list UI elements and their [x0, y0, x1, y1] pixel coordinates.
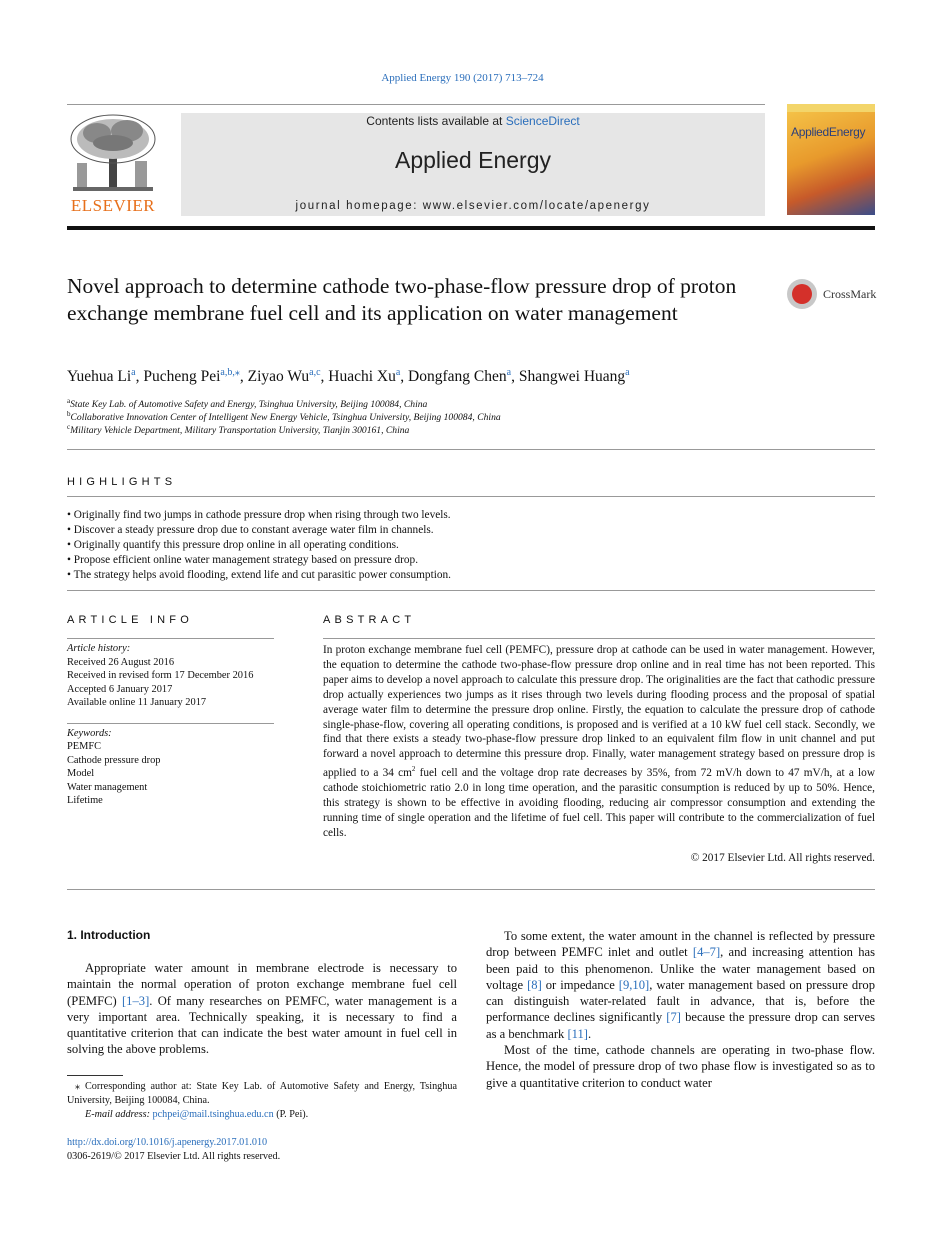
history-label: Article history: — [67, 643, 131, 654]
abstract-text: In proton exchange membrane fuel cell (PEMFC), pressure drop at cathode can be used in water management. However, the equation to determine the cathode two-phase-flow pressure drop online and in real time has not been reported. This paper aims to develop a novel approach to calculate this pressure drop. The originalities are the fact that cathodic pressure drop actually experiences two jumps as it rises through two levels during flooding process and the proposal of spatial average water film to determine the pressure drop online. Firstly, the equation to calculate the pressure drop of cathode single-phase-flow, covering all operating conditions, is proposed and is verified at a 10 kW fuel cell stack. Secondly, we find that there exists a steady two-phase-flow pressure drop linked to an equivalent film flow in unit channel and put forward a novel approach to determine this pressure drop. Finally, water management strategy based on pressure drop is applied to a 34 $cm^2$ fuel cell and the voltage drop rate decreases by 35%, from 72 mV/h down to 47 mV/h, at a low cathode stoichiometric ratio 2.0 in long time operation, and the parasitic consumption is reduced by up to 50%. Hence, this strategy is shown to be effective in avoiding flooding, reducing air compressor consumption and extending the running time of single operation and the lifetime of fuel cell. This paper will contribute to the commercialization of fuel cells. — [323, 644, 875, 839]
citation-link[interactable]: [1–3] — [121, 993, 150, 1008]
rule-below-abstract — [67, 889, 875, 890]
highlight-item: • Propose efficient online water management strategy based on pressure drop. — [67, 554, 419, 566]
author-affiliation-marker[interactable]: a,b,⁎ — [220, 367, 240, 378]
citation-link[interactable]: [8] — [527, 977, 542, 992]
highlight-item: • Discover a steady pressure drop due to constant average water film in channels. — [67, 524, 434, 536]
rule-below-highlights — [67, 590, 875, 591]
keyword-item: Model — [67, 768, 95, 779]
journal-name: Applied Energy — [395, 147, 551, 173]
intro-paragraph-2: To some extent, the water amount in the channel is reflected by pressure drop between PEMFC inlet and outlet [4–7], and increasing attention has been paid to this phenomenon. Unlike the water management based on voltage [8] or impedance [9,10], water management based on pressure drop can distinguish water-related fault in advance, that is, before the performance declines significantly [7] because the pressure drop can serves as a benchmark [11]. — [486, 929, 875, 1041]
author-affiliation-marker[interactable]: a — [131, 367, 136, 378]
contents-available-line — [181, 114, 765, 128]
author-separator: , — [239, 368, 248, 386]
email-link[interactable]: pchpei@mail.tsinghua.edu.cn — [152, 1109, 274, 1120]
doi-link[interactable]: http://dx.doi.org/10.1016/j.apenergy.2017.01.010 — [67, 1137, 268, 1148]
affiliation-a: $^a$State Key Lab. of Automotive Safety and Energy, Tsinghua University, Beijing 100084, China — [67, 397, 428, 411]
author-separator: , — [400, 368, 409, 386]
elsevier-wordmark: ELSEVIER — [70, 196, 156, 215]
author-affiliation-marker[interactable]: a — [625, 367, 630, 378]
author-affiliation-marker[interactable]: a,c — [309, 367, 321, 378]
author-separator: , — [135, 368, 144, 386]
introduction-heading: 1. Introduction — [67, 928, 151, 942]
sciencedirect-link[interactable]: ScienceDirect — [505, 114, 580, 128]
crossmark-badge[interactable] — [787, 279, 877, 311]
author-separator: , — [320, 368, 329, 386]
history-item: Accepted 6 January 2017 — [67, 684, 173, 695]
history-item: Available online 11 January 2017 — [67, 697, 207, 708]
rule-keywords — [67, 723, 274, 724]
highlights-heading: HIGHLIGHTS — [67, 476, 177, 488]
article-title: Novel approach to determine cathode two-phase-flow pressure drop of proton exchange membrane fuel cell and its application on water management — [67, 274, 737, 325]
email-footnote: E-mail address: pchpei@mail.tsinghua.edu.cn (P. Pei). — [85, 1109, 309, 1120]
journal-banner — [181, 113, 765, 216]
author-affiliation-marker[interactable]: a — [395, 367, 401, 378]
author-name: Yuehua Li — [67, 368, 132, 386]
crossmark-icon — [787, 279, 817, 309]
journal-homepage[interactable]: journal homepage: www.elsevier.com/locate/apenergy — [295, 200, 651, 212]
keywords-label: Keywords: — [67, 728, 112, 739]
keyword-item: PEMFC — [67, 741, 102, 752]
intro-paragraph-3: Most of the time, cathode channels are operating in two-phase flow. Hence, the model of pressure drop of two phase flow is investigated so as to give a quantitative criterion to conduct water — [486, 1043, 875, 1090]
cover-title: AppliedEnergy — [791, 125, 866, 139]
crossmark-label: CrossMark — [823, 287, 877, 301]
cover-top-bar — [787, 104, 875, 112]
highlight-item: • Originally find two jumps in cathode pressure drop when rising through two levels. — [67, 509, 451, 521]
citation-link[interactable]: [11] — [567, 1026, 588, 1041]
journal-reference[interactable]: Applied Energy 190 (2017) 713–724 — [381, 72, 544, 84]
citation-link[interactable]: [9,10] — [618, 977, 650, 992]
contents-prefix: Contents lists available at — [366, 114, 506, 128]
rule-article-info — [67, 638, 274, 639]
keyword-item: Cathode pressure drop — [67, 755, 161, 766]
citation-link[interactable]: [7] — [666, 1010, 681, 1025]
affiliation-c: $^c$Military Vehicle Department, Military Transportation University, Tianjin 300161, China — [67, 423, 410, 437]
author-name: Dongfang Chen — [408, 368, 507, 386]
author-name: Pucheng Pei — [143, 368, 221, 386]
elsevier-tree-icon — [67, 113, 159, 195]
header-thick-rule — [67, 226, 875, 230]
author-list — [67, 367, 630, 386]
intro-left-column — [67, 960, 457, 1058]
history-item: Received in revised form 17 December 2016 — [67, 670, 254, 681]
issn-line: 0306-2619/© 2017 Elsevier Ltd. All rights reserved. — [67, 1151, 281, 1162]
keyword-item: Water management — [67, 782, 148, 793]
affiliation-b: $^b$Collaborative Innovation Center of Intelligent New Energy Vehicle, Tsinghua University, Beijing 100084, China — [67, 410, 501, 424]
intro-paragraph-1: Appropriate water amount in membrane electrode is necessary to maintain the normal operation of proton exchange membrane fuel cell (PEMFC) [1–3]. Of many researches on PEMFC, water management is a very important area. Technically speaking, it is necessary to find a quantitative criterion that can indicate the best water amount in fuel cell in solving the above problems. — [67, 961, 457, 1057]
journal-cover-thumbnail — [787, 104, 875, 215]
author-separator: , — [511, 368, 519, 386]
abstract-heading: ABSTRACT — [323, 614, 416, 626]
corresponding-author-footnote: ⁎ Corresponding author at: State Key Lab. of Automotive Safety and Energy, Tsinghua University, Beijing 100084, China. — [67, 1081, 457, 1106]
rule-abstract — [323, 638, 875, 639]
author-name: Shangwei Huang — [518, 368, 626, 386]
footnote-rule — [67, 1075, 123, 1076]
keyword-item: Lifetime — [67, 795, 103, 806]
rule-below-highlights-heading — [67, 496, 875, 497]
author-name: Huachi Xu — [328, 368, 396, 386]
header-rule — [67, 104, 765, 105]
highlight-item: • The strategy helps avoid flooding, extend life and cut parasitic power consumption. — [67, 569, 451, 581]
history-item: Received 26 August 2016 — [67, 657, 175, 668]
intro-right-column — [486, 928, 875, 1091]
elsevier-logo — [67, 113, 159, 216]
article-info-heading: ARTICLE INFO — [67, 614, 193, 626]
author-affiliation-marker[interactable]: a — [506, 367, 512, 378]
rule-above-highlights — [67, 449, 875, 450]
author-name: Ziyao Wu — [247, 368, 310, 386]
abstract-copyright: © 2017 Elsevier Ltd. All rights reserved. — [690, 852, 875, 864]
citation-link[interactable]: [4–7] — [692, 945, 721, 960]
highlight-item: • Originally quantify this pressure drop online in all operating conditions. — [67, 539, 399, 551]
